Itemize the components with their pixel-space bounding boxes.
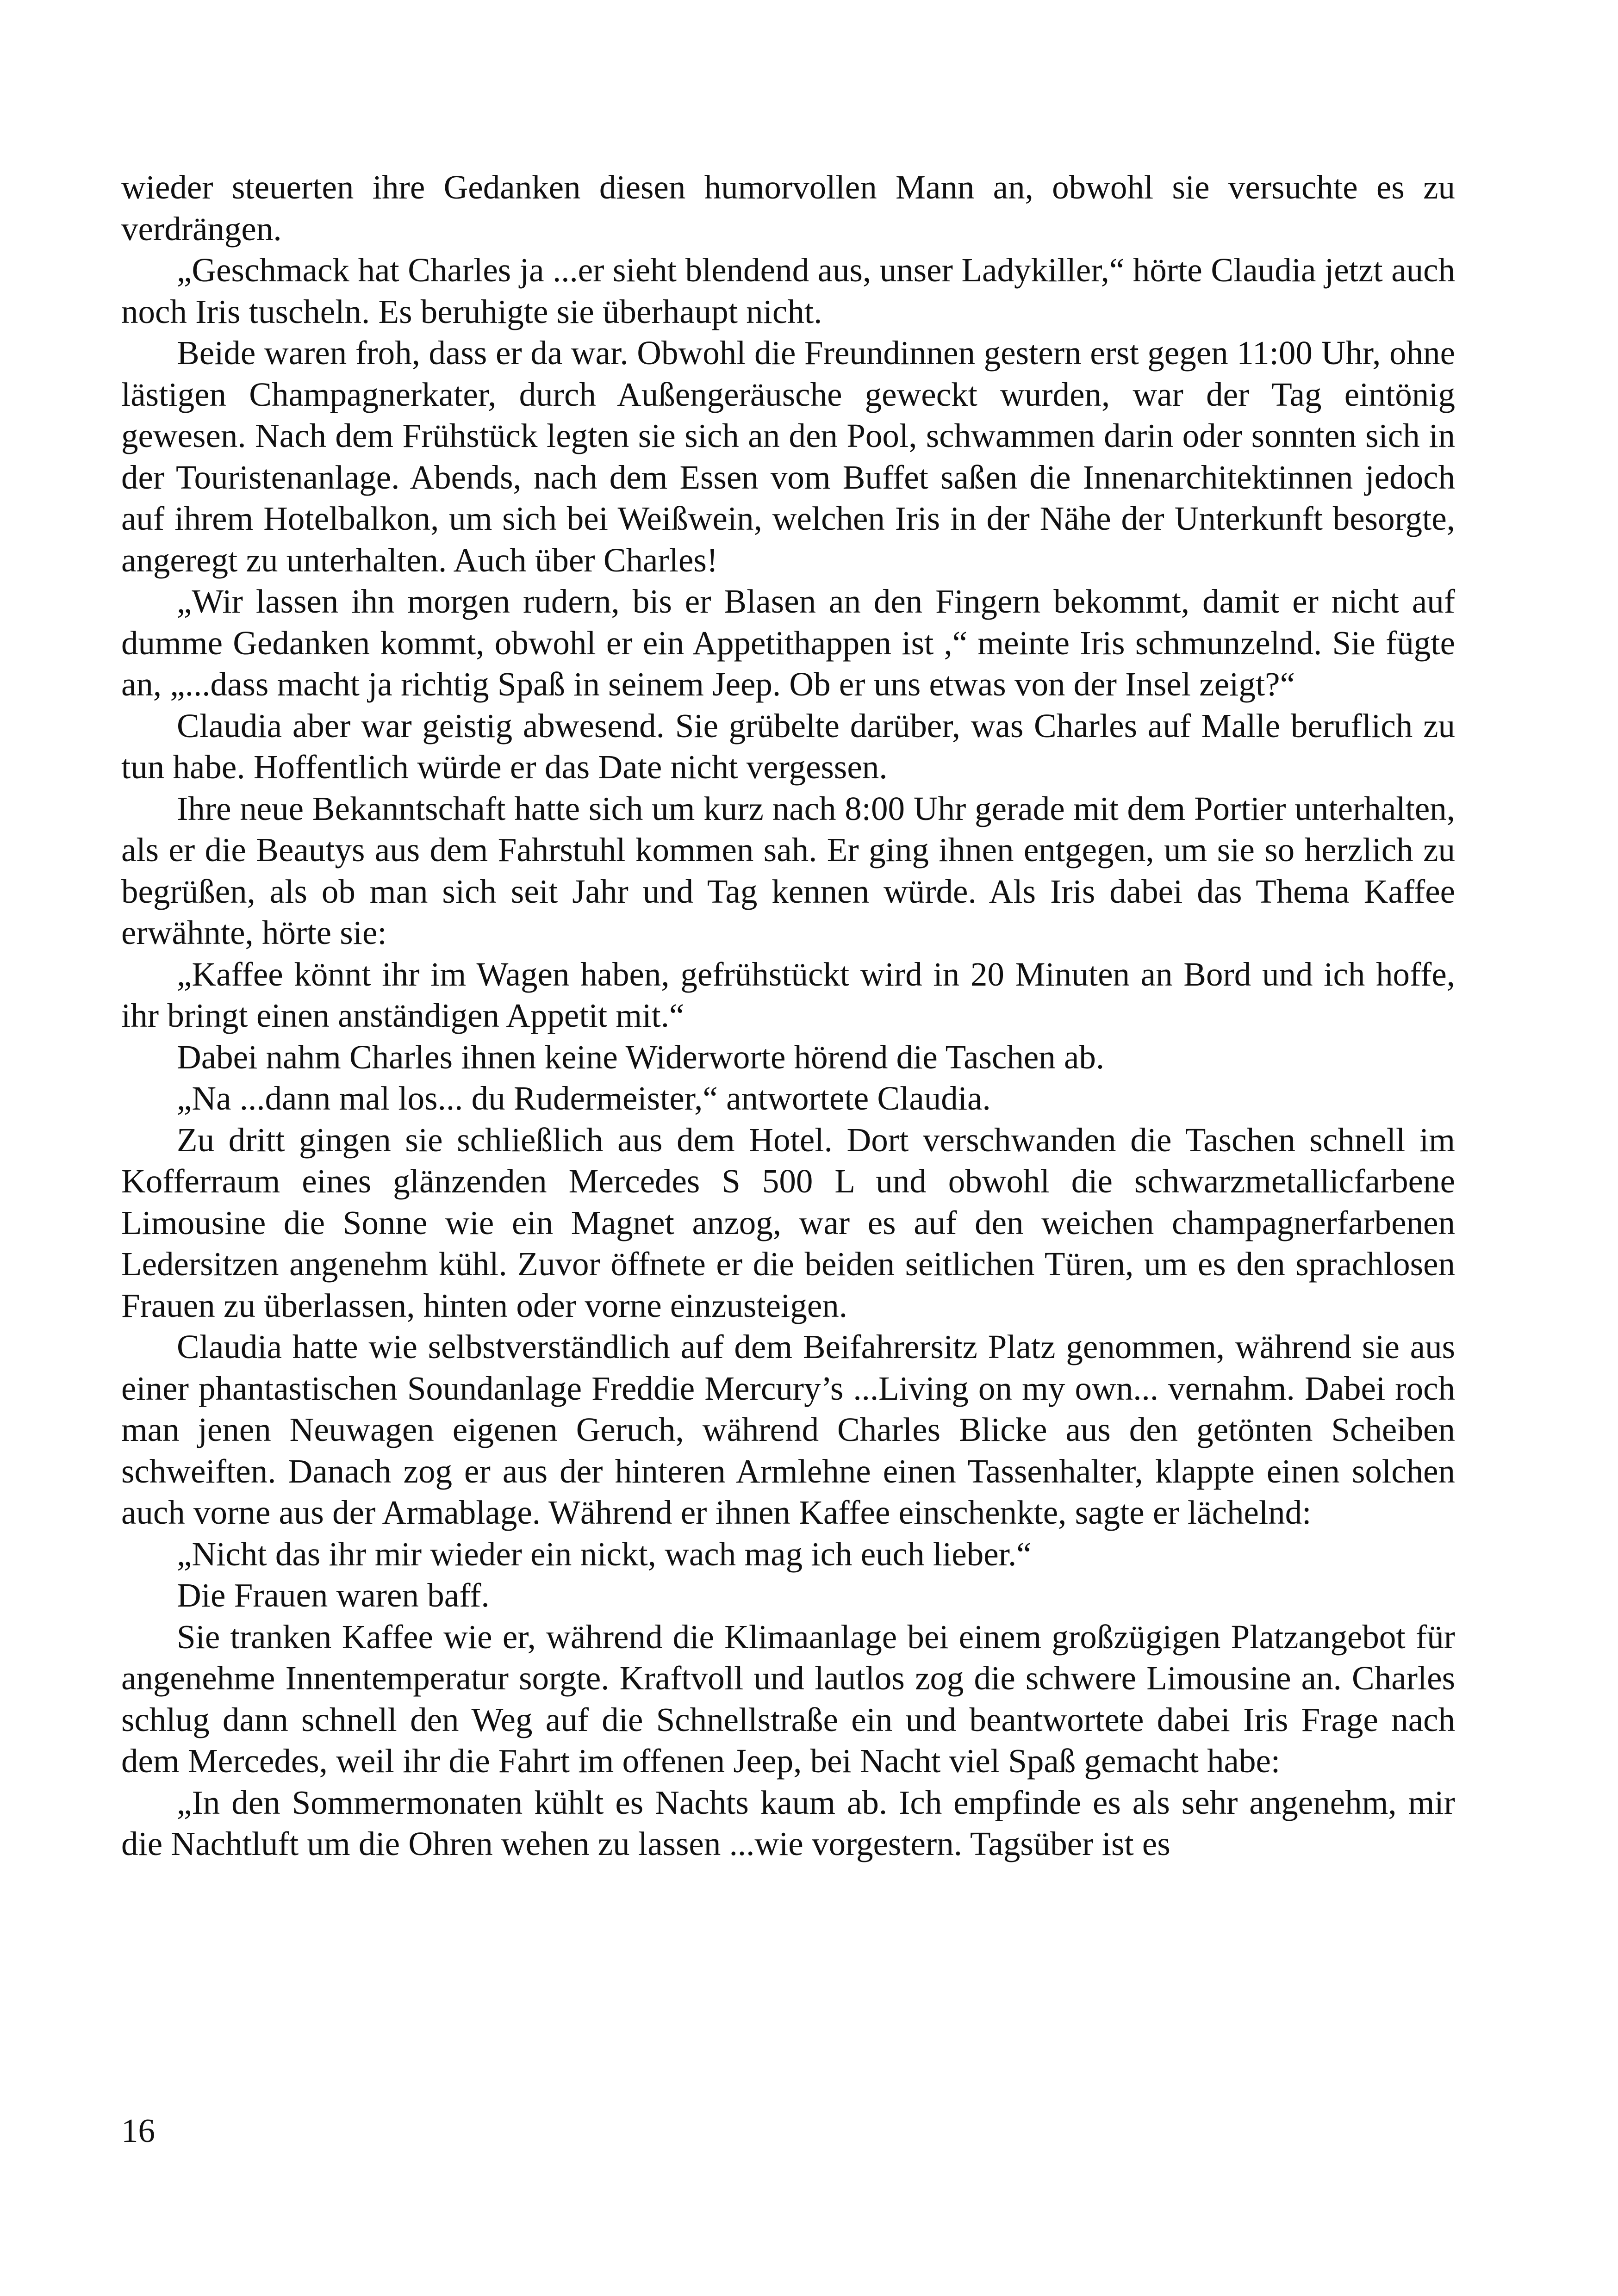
paragraph: „In den Sommermonaten kühlt es Nachts kaum ab. Ich empfinde es als sehr angenehm, mir die Nachtluft um die Ohren wehen zu lassen ...wie vorgestern. Tagsüber ist es <box>121 1783 1455 1862</box>
paragraph: „Wir lassen ihn morgen rudern, bis er Blasen an den Fingern bekommt, damit er nicht auf dumme Gedanken kommt, obwohl er ein Appetithappen ist ,“ meinte Iris schmunzelnd. Sie fügte an, „...dass macht ja richtig Spaß in seinem Jeep. Ob er uns etwas von der Insel zeigt?“ <box>121 583 1455 703</box>
paragraph: Sie tranken Kaffee wie er, während die Klimaanlage bei einem großzügigen Platzangebot für angenehme Innentemperatur sorgte. Kraftvoll und lautlos zog die schwere Limousine an. Charles schlug dann schnell den Weg auf die Schnellstraße ein und beantwortete dabei Iris Frage nach dem Mercedes, weil ihr die Fahrt im offenen Jeep, bei Nacht viel Spaß gemacht habe: <box>121 1618 1455 1780</box>
paragraph: „Geschmack hat Charles ja ...er sieht blendend aus, unser Ladykiller,“ hörte Claudia jetzt auch noch Iris tuscheln. Es beruhigte sie überhaupt nicht. <box>121 251 1455 330</box>
paragraph: „Na ...dann mal los... du Rudermeister,“ antwortete Claudia. <box>177 1080 991 1117</box>
paragraph: Claudia hatte wie selbstverständlich auf dem Beifahrersitz Platz genommen, während sie aus einer phantastischen Soundanlage Freddie Mercury’s ...Living on my own... vernahm. Dabei roch man jenen Neuwagen eigenen Geruch, während Charles Blicke aus den getönten Scheiben schweiften. Danach zog er aus der hinteren Armlehne einen Tassenhalter, klappte einen solchen auch vorne aus der Armablage. Während er ihnen Kaffee einschenkte, sagte er lächelnd: <box>121 1328 1455 1531</box>
paragraph: Dabei nahm Charles ihnen keine Widerworte hörend die Taschen ab. <box>177 1038 1105 1076</box>
page-body <box>121 167 1455 1865</box>
paragraph: Claudia aber war geistig abwesend. Sie grübelte darüber, was Charles auf Malle beruflich zu tun habe. Hoffentlich würde er das Date nicht vergessen. <box>121 707 1455 786</box>
page-number: 16 <box>121 2112 155 2149</box>
paragraph: Ihre neue Bekanntschaft hatte sich um kurz nach 8:00 Uhr gerade mit dem Portier unterhalten, als er die Beautys aus dem Fahrstuhl kommen sah. Er ging ihnen entgegen, um sie so herzlich zu begrüßen, als ob man sich seit Jahr und Tag kennen würde. Als Iris dabei das Thema Kaffee erwähnte, hörte sie: <box>121 789 1455 951</box>
paragraph: „Kaffee könnt ihr im Wagen haben, gefrühstückt wird in 20 Minuten an Bord und ich hoffe, ihr bringt einen anständigen Appetit mit.“ <box>121 955 1455 1034</box>
paragraph: wieder steuerten ihre Gedanken diesen humorvollen Mann an, obwohl sie versuchte es zu verdrängen. <box>121 168 1455 248</box>
paragraph: „Nicht das ihr mir wieder ein nickt, wach mag ich euch lieber.“ <box>177 1535 1032 1573</box>
paragraph: Zu dritt gingen sie schließlich aus dem Hotel. Dort verschwanden die Taschen schnell im Kofferraum eines glänzenden Mercedes S 500 L und obwohl die schwarzmetallicfarbene Limousine die Sonne wie ein Magnet anzog, war es auf den weichen champagnerfarbenen Ledersitzen angenehm kühl. Zuvor öffnete er die beiden seitlichen Türen, um es den sprachlosen Frauen zu überlassen, hinten oder vorne einzusteigen. <box>121 1121 1455 1324</box>
paragraph: Beide waren froh, dass er da war. Obwohl die Freundinnen gestern erst gegen 11:00 Uhr, ohne lästigen Champagnerkater, durch Außengeräusche geweckt wurden, war der Tag eintönig gewesen. Nach dem Frühstück legten sie sich an den Pool, schwammen darin oder sonnten sich in der Touristenanlage. Abends, nach dem Essen vom Buffet saßen die Innenarchitektinnen jedoch auf ihrem Hotelbalkon, um sich bei Weißwein, welchen Iris in der Nähe der Unterkunft besorgte, angeregt zu unterhalten. Auch über Charles! <box>121 334 1455 579</box>
paragraph: Die Frauen waren baff. <box>177 1576 490 1614</box>
